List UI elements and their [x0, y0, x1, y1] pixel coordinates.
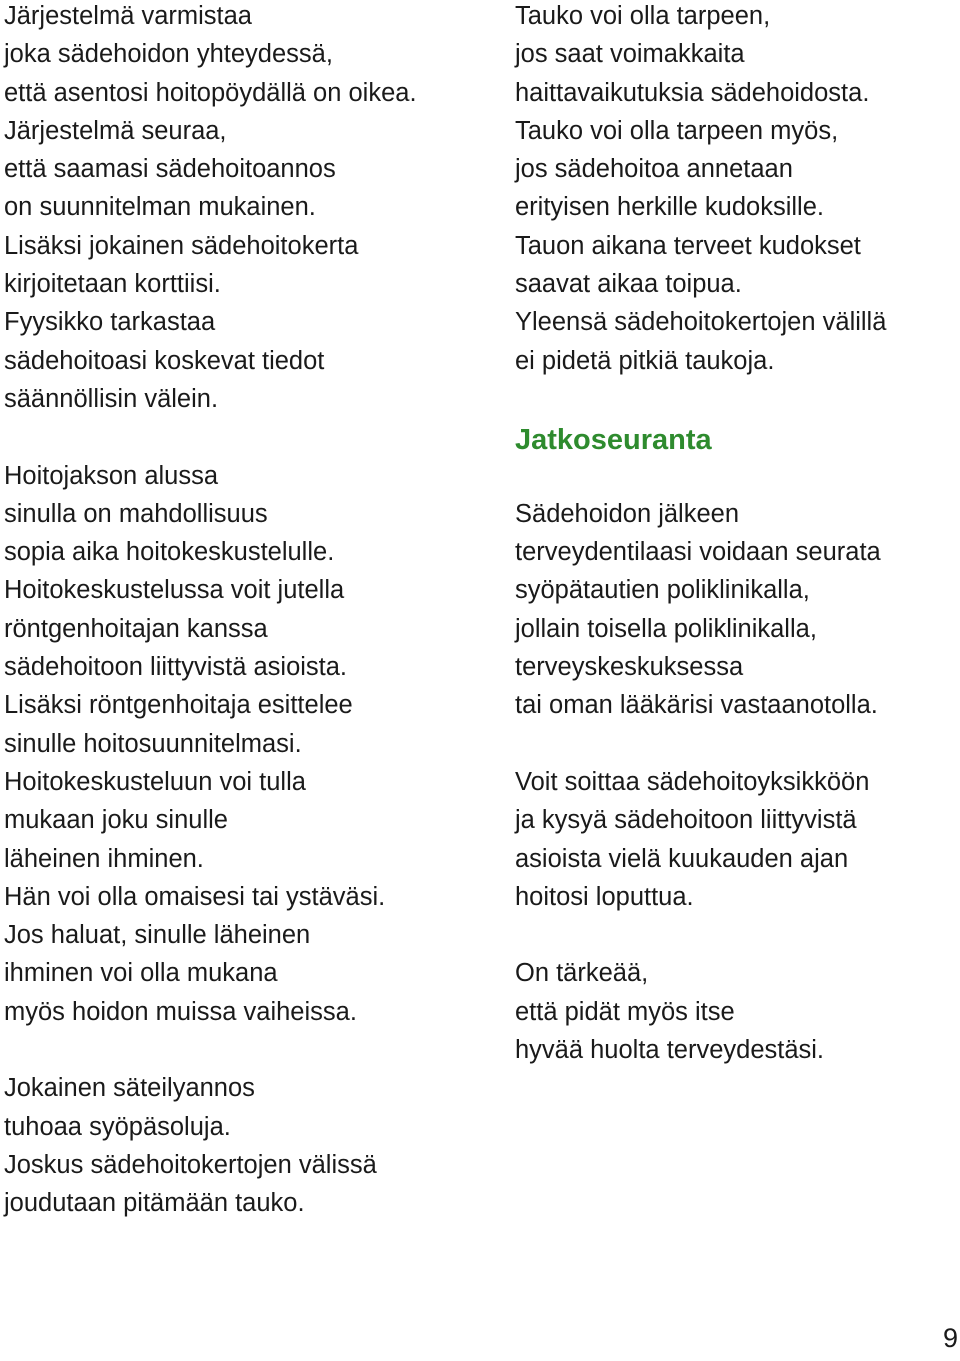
text-line: tuhoaa syöpäsoluja.: [4, 1112, 231, 1141]
section-heading: Jatkoseuranta: [515, 424, 712, 457]
text-line: että saamasi sädehoitoannos: [4, 155, 336, 184]
text-line: Fyysikko tarkastaa: [4, 308, 216, 337]
text-line: Lisäksi jokainen sädehoitokerta: [4, 231, 359, 260]
text-line: Tauon aikana terveet kudokset: [515, 231, 861, 260]
text-line: sinulla on mahdollisuus: [4, 499, 268, 528]
paragraph-system-verification: [4, 0, 494, 418]
paragraph-gap: [515, 916, 955, 954]
text-line: Tauko voi olla tarpeen myös,: [515, 116, 839, 145]
text-line: Hän voi olla omaisesi tai ystäväsi.: [4, 882, 386, 911]
paragraph-gap: [515, 380, 955, 418]
text-line: jollain toisella poliklinikalla,: [515, 614, 817, 643]
text-line: säännöllisin välein.: [4, 384, 219, 413]
text-line: sinulle hoitosuunnitelmasi.: [4, 729, 302, 758]
text-line: terveyskeskuksessa: [515, 653, 744, 682]
right-column: [515, 0, 955, 1069]
text-line: jos saat voimakkaita: [515, 40, 745, 69]
text-line: Voit soittaa sädehoitoyksikköön: [515, 767, 870, 796]
text-line: myös hoidon muissa vaiheissa.: [4, 997, 357, 1026]
text-line: että asentosi hoitopöydällä on oikea.: [4, 78, 417, 107]
paragraph-gap: [4, 418, 494, 456]
text-line: Sädehoidon jälkeen: [515, 499, 740, 528]
text-line: että pidät myös itse: [515, 997, 735, 1026]
text-line: Hoitokeskusteluun voi tulla: [4, 767, 306, 796]
paragraph-self-care: [515, 954, 955, 1069]
text-line: sopia aika hoitokeskustelulle.: [4, 538, 335, 567]
paragraph-gap: [4, 1031, 494, 1069]
text-line: saavat aikaa toipua.: [515, 270, 742, 299]
text-line: joudutaan pitämään tauko.: [4, 1189, 305, 1218]
page-number: 9: [942, 1323, 958, 1353]
text-line: Joskus sädehoitokertojen välissä: [4, 1150, 377, 1179]
paragraph-follow-up: [515, 495, 955, 725]
text-line: sädehoitoon liittyvistä asioista.: [4, 653, 348, 682]
paragraph-radiation-dose: [4, 1069, 494, 1222]
text-line: röntgenhoitajan kanssa: [4, 614, 268, 643]
text-line: hyvää huolta terveydestäsi.: [515, 1036, 825, 1065]
text-line: joka sädehoidon yhteydessä,: [4, 40, 333, 69]
text-line: asioista vielä kuukauden ajan: [515, 844, 849, 873]
text-line: ei pidetä pitkiä taukoja.: [515, 346, 775, 375]
text-line: Lisäksi röntgenhoitaja esittelee: [4, 691, 353, 720]
paragraph-treatment-break: [515, 0, 955, 380]
text-line: läheinen ihminen.: [4, 844, 204, 873]
text-line: sädehoitoasi koskevat tiedot: [4, 346, 325, 375]
paragraph-gap: [515, 457, 955, 495]
text-line: ja kysyä sädehoitoon liittyvistä: [515, 806, 857, 835]
text-line: Järjestelmä varmistaa: [4, 2, 252, 30]
text-line: Hoitokeskustelussa voit jutella: [4, 576, 345, 605]
text-line: Yleensä sädehoitokertojen välillä: [515, 308, 887, 337]
text-line: erityisen herkille kudoksille.: [515, 193, 824, 222]
left-column: [4, 0, 494, 1223]
text-line: tai oman lääkärisi vastaanotolla.: [515, 691, 878, 720]
text-line: haittavaikutuksia sädehoidosta.: [515, 78, 870, 107]
text-line: hoitosi loputtua.: [515, 882, 694, 911]
text-line: Hoitojakson alussa: [4, 461, 219, 490]
text-line: On tärkeää,: [515, 959, 649, 988]
text-line: Järjestelmä seuraa,: [4, 116, 227, 145]
text-line: kirjoitetaan korttiisi.: [4, 270, 221, 299]
text-line: syöpätautien poliklinikalla,: [515, 576, 810, 605]
text-line: Jos haluat, sinulle läheinen: [4, 921, 311, 950]
paragraph-treatment-discussion: [4, 457, 494, 1031]
text-line: Tauko voi olla tarpeen,: [515, 2, 771, 30]
text-line: Jokainen säteilyannos: [4, 1074, 255, 1103]
text-line: ihminen voi olla mukana: [4, 959, 278, 988]
paragraph-gap: [515, 725, 955, 763]
text-line: terveydentilaasi voidaan seurata: [515, 538, 881, 567]
paragraph-contact-unit: [515, 763, 955, 916]
text-line: jos sädehoitoa annetaan: [515, 155, 793, 184]
text-line: on suunnitelman mukainen.: [4, 193, 316, 222]
text-line: mukaan joku sinulle: [4, 806, 228, 835]
